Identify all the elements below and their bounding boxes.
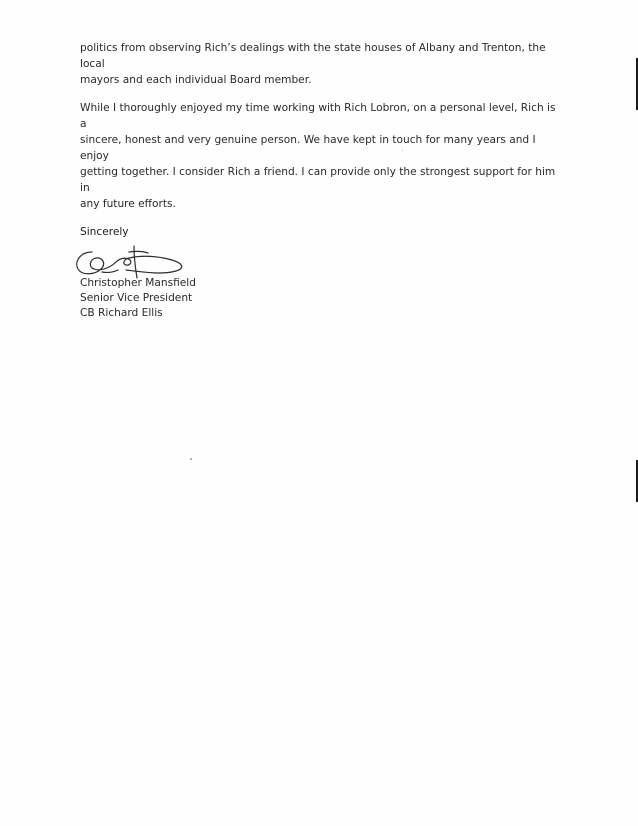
signer-name: Christopher Mansfield [80,277,196,289]
signature-block [80,276,560,321]
letter-body [80,40,560,321]
signer-title: Senior Vice President [80,292,193,304]
handwritten-signature [72,242,188,280]
paragraph-politics: politics from observing Rich’s dealings with the state houses of Albany and Trenton, the local mayors and each individual Board member. [80,42,546,86]
signer-company: CB Richard Ellis [80,307,163,319]
scan-speck [190,458,192,460]
closing-salutation: Sincerely [80,226,129,238]
paragraph-personal: While I thoroughly enjoyed my time working with Rich Lobron, on a personal level, Rich is a sincere, honest and very genuine person. We have kept in touch for many years and I enjoy getting together. I consider Rich a friend. I can provide only the strongest support for him in any future efforts. [80,102,556,210]
